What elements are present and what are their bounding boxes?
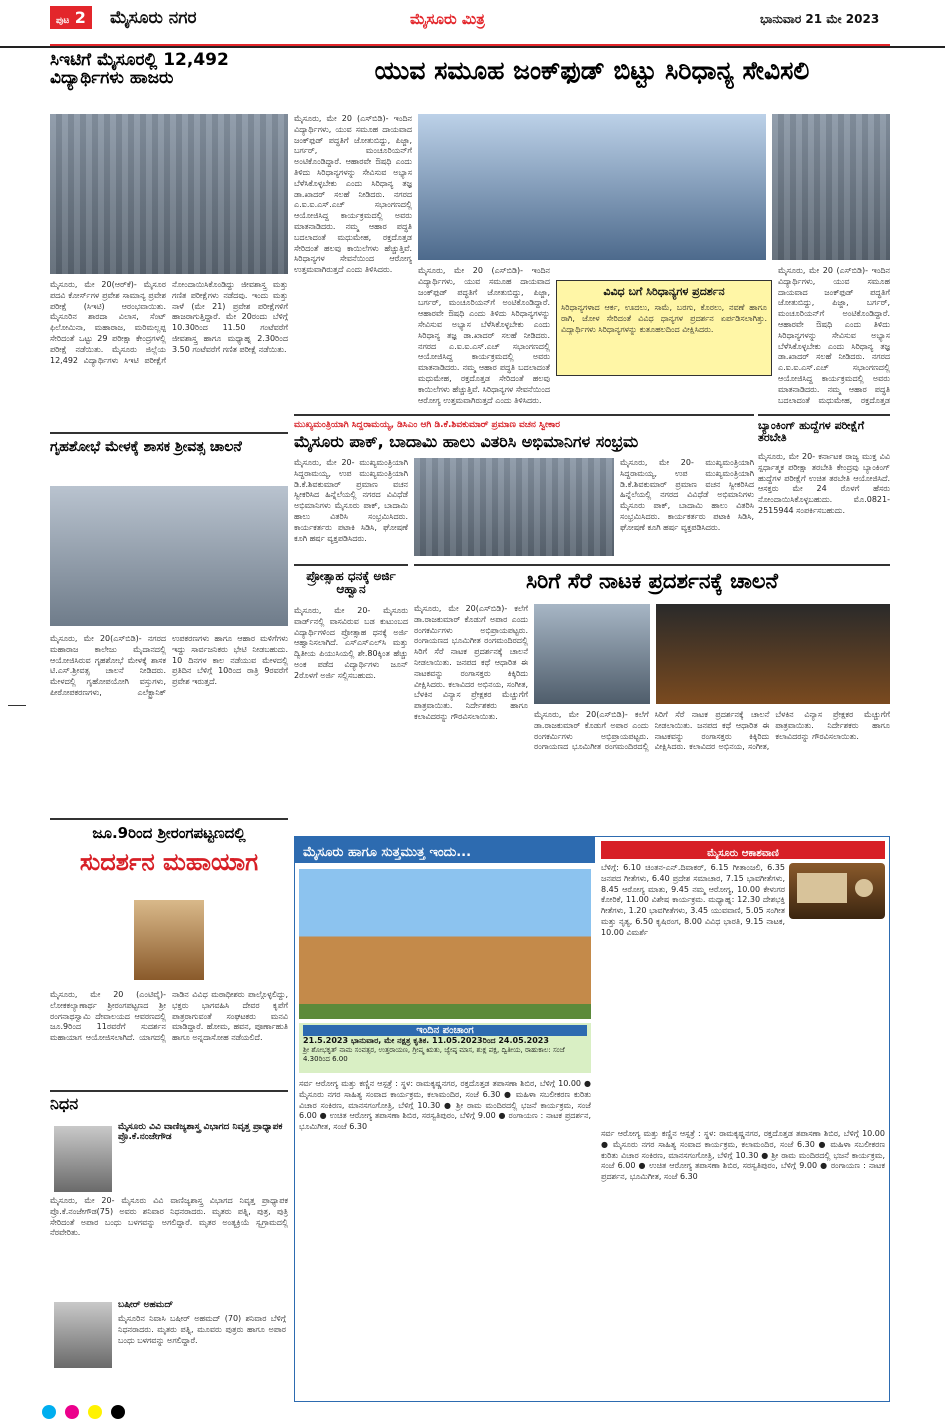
masthead-rule [50,44,890,46]
story-headline: ಸಿಇಟಿಗೆ ಮೈಸೂರಲ್ಲಿ 12,492 ವಿದ್ಯಾರ್ಥಿಗಳು ಹಾಜರು [50,50,229,88]
story-kicker: ಮುಖ್ಯಮಂತ್ರಿಯಾಗಿ ಸಿದ್ದರಾಮಯ್ಯ, ಡಿಸಿಎಂ ಆಗಿ ಡಿ.ಕೆ.ಶಿವಕುಮಾರ್ ಪ್ರಮಾಣ ವಚನ ಸ್ವೀಕಾರ [294,420,561,430]
story-body: ಮೈಸೂರು, ಮೇ 20(ಎಸ್‌ಬಿಡಿ)- ಕಲೆಗೆ ಡಾ.ರಾಜಕುಮಾರ್ ಕೊಡುಗೆ ಅಪಾರ ಎಂದು ರಂಗಕರ್ಮಿಗಳು ಅಭಿಪ್ರಾಯಪಟ್ಟರು. ರಂಗಾಯಣದ ಭೂಮಿಗೀತ ರಂಗಮಂದಿರದಲ್ಲಿ ಸಿರಿಗೆ ಸೆರೆ ನಾಟಕ ಪ್ರದರ್ಶನಕ್ಕೆ ಚಾಲನೆ ನೀಡಲಾಯಿತು. ಜನಪದ ಕಥೆ ಆಧಾರಿತ ಈ ನಾಟಕವನ್ನು ರಂಗಾಸಕ್ತರು ಕಿಕ್ಕಿರಿದು ವೀಕ್ಷಿಸಿದರು. ಕಲಾವಿದರ ಅಭಿನಯ, ಸಂಗೀತ, ಬೆಳಕಿನ ವಿನ್ಯಾಸ ಪ್ರೇಕ್ಷಕರ ಮೆಚ್ಚುಗೆಗೆ ಪಾತ್ರವಾಯಿತು. ನಿರ್ದೇಶಕರು ಹಾಗೂ ಕಲಾವಿದರನ್ನು ಗೌರವಿಸಲಾಯಿತು. [414,604,528,721]
radio-schedule: ಬೆಳಿಗ್ಗೆ: 6.10 ಚಿಂತನ-ಎನ್.ದಿವಾಕರ್, 6.15 ಗೀತಾಂಜಲಿ, 6.35 ಜನಪದ ಗೀತೆಗಳು, 6.40 ಪ್ರದೇಶ ಸಮಾಚಾರ, 7.15 ಭಾವಗೀತೆಗಳು, 8.45 ಆರೋಗ್ಯ ಮಾತು, 9.45 ನಮ್ಮ ಆರೋಗ್ಯ, 10.00 ಕೇಳುಗರ ಕೋರಿಕೆ, 11.00 ವಿಶೇಷ ಕಾರ್ಯಕ್ರಮ. ಮಧ್ಯಾಹ್ನ: 12.30 ದೇಶಭಕ್ತಿ ಗೀತೆಗಳು, 1.20 ಭಾವಗೀತೆಗಳು, 3.45 ಯುವವಾಣಿ, 5.05 ಸಂಗೀತ ಮತ್ತು ನೃತ್ಯ, 6.50 ಕೃಷಿರಂಗ, 8.00 ವಿವಿಧ ಭಾರತಿ, 9.15 ನಾಟಕ, 10.00 ವಿಮರ್ಶೆ [601,863,785,937]
obituary-name-2: ಬಷೀರ್ ಅಹಮದ್ [118,1300,174,1310]
lead-body: ಮೈಸೂರು, ಮೇ 20 (ಎಸ್‌ಬಿಡಿ)- ಇಂದಿನ ವಿದ್ಯಾರ್ಥಿಗಳು, ಯುವ ಸಮೂಹ ದಾಯವಾದ ಜಂಕ್‌ಫುಡ್ ಪದ್ಧತಿಗೆ ಜೋತುಬಿದ್ದು, ಪಿಜ್ಜಾ, ಬರ್ಗರ್, ಮಂಚೂರಿಯನ್‌ಗೆ ಅಂಟಿಕೊಂಡಿದ್ದಾರೆ. ಆಹಾರವೇ ಔಷಧಿ ಎಂದು ತಿಳಿದು ಸಿರಿಧಾನ್ಯಗಳನ್ನು ಸೇವಿಸುವ ಅಭ್ಯಾಸ ಬೆಳೆಸಿಕೊಳ್ಳಬೇಕು ಎಂದು ಸಿರಿಧಾನ್ಯ ತಜ್ಞ ಡಾ.ಖಾದರ್ ಸಲಹೆ ನೀಡಿದರು. ನಗರದ ಎ.ಐ.ಐ.ಎಸ್.ಎಚ್ ಸಭಾಂಗಣದಲ್ಲಿ ಆಯೋಜಿಸಿದ್ದ ಕಾರ್ಯಕ್ರಮದಲ್ಲಿ ಅವರು ಮಾತನಾಡಿದರು. ನಮ್ಮ ಆಹಾರ ಪದ್ಧತಿ ಬದಲಾದಂತೆ ಮಧುಮೇಹ, ರಕ್ತದೊತ್ತಡ ಸೇರಿದಂತೆ ಹಲವು ಕಾಯಿಲೆಗಳು ಹೆಚ್ಚುತ್ತಿವೆ. ಸಿರಿಧಾನ್ಯಗಳ ಸೇವನೆಯಿಂದ ಆರೋಗ್ಯ ಉತ್ತಮವಾಗಿರುತ್ತದೆ ಎಂದು ತಿಳಿಸಿದರು. [294,114,412,275]
obituary-heading: ನಿಧನ [50,1094,79,1113]
story-body-continued: ಮೈಸೂರು, ಮೇ 20(ಎಸ್‌ಬಿಡಿ)- ಕಲೆಗೆ ಡಾ.ರಾಜಕುಮಾರ್ ಕೊಡುಗೆ ಅಪಾರ ಎಂದು ರಂಗಕರ್ಮಿಗಳು ಅಭಿಪ್ರಾಯಪಟ್ಟರು. ರಂಗಾಯಣದ ಭೂಮಿಗೀತ ರಂಗಮಂದಿರದಲ್ಲಿ ಸಿರಿಗೆ ಸೆರೆ ನಾಟಕ ಪ್ರದರ್ಶನಕ್ಕೆ ಚಾಲನೆ ನೀಡಲಾಯಿತು. ಜನಪದ ಕಥೆ ಆಧಾರಿತ ಈ ನಾಟಕವನ್ನು ರಂಗಾಸಕ್ತರು ಕಿಕ್ಕಿರಿದು ವೀಕ್ಷಿಸಿದರು. ಕಲಾವಿದರ ಅಭಿನಯ, ಸಂಗೀತ, ಬೆಳಕಿನ ವಿನ್ಯಾಸ ಪ್ರೇಕ್ಷಕರ ಮೆಚ್ಚುಗೆಗೆ ಪಾತ್ರವಾಯಿತು. ನಿರ್ದೇಶಕರು ಹಾಗೂ ಕಲಾವಿದರನ್ನು ಗೌರವಿಸಲಾಯಿತು. [534,710,890,752]
radio-icon [789,863,885,919]
obituary-photo-2 [54,1302,112,1368]
page-label: ಪುಟ [56,16,70,26]
story-gruhashobhe [50,432,288,812]
color-dot [65,1405,79,1419]
story-body-continued: ಮೈಸೂರು, ಮೇ 20- ಮುಖ್ಯಮಂತ್ರಿಯಾಗಿ ಸಿದ್ದರಾಮಯ್ಯ, ಉಪ ಮುಖ್ಯಮಂತ್ರಿಯಾಗಿ ಡಿ.ಕೆ.ಶಿವಕುಮಾರ್ ಪ್ರಮಾಣ ವಚನ ಸ್ವೀಕರಿಸಿದ ಹಿನ್ನೆಲೆಯಲ್ಲಿ ನಗರದ ವಿವಿಧೆಡೆ ಅಭಿಮಾನಿಗಳು ಮೈಸೂರು ಪಾಕ್, ಬಾದಾಮಿ ಹಾಲು ವಿತರಿಸಿ ಸಂಭ್ರಮಿಸಿದರು. ಕಾರ್ಯಕರ್ತರು ಪಟಾಕಿ ಸಿಡಿಸಿ, ಘೋಷಣೆ ಕೂಗಿ ಹರ್ಷ ವ್ಯಕ್ತಪಡಿಸಿದರು. [620,458,754,532]
story-lead [294,50,890,410]
story-body: ಮೈಸೂರು, ಮೇ 20- ಮುಖ್ಯಮಂತ್ರಿಯಾಗಿ ಸಿದ್ದರಾಮಯ್ಯ, ಉಪ ಮುಖ್ಯಮಂತ್ರಿಯಾಗಿ ಡಿ.ಕೆ.ಶಿವಕುಮಾರ್ ಪ್ರಮಾಣ ವಚನ ಸ್ವೀಕರಿಸಿದ ಹಿನ್ನೆಲೆಯಲ್ಲಿ ನಗರದ ವಿವಿಧೆಡೆ ಅಭಿಮಾನಿಗಳು ಮೈಸೂರು ಪಾಕ್, ಬಾದಾಮಿ ಹಾಲು ವಿತರಿಸಿ ಸಂಭ್ರಮಿಸಿದರು. ಕಾರ್ಯಕರ್ತರು ಪಟಾಕಿ ಸಿಡಿಸಿ, ಘೋಷಣೆ ಕೂಗಿ ಹರ್ಷ ವ್ಯಕ್ತಪಡಿಸಿದರು. [294,458,408,543]
portrait-photo [134,900,204,980]
radio-knob [855,879,873,897]
news-photo [50,114,288,274]
registration-mark-left [8,705,26,706]
story-headline: ಸುದರ್ಶನ ಮಹಾಯಾಗ [79,848,259,876]
inauguration-photo [534,604,650,704]
issue-date: ಭಾನುವಾರ 21 ಮೇ 2023 [760,12,880,26]
obituary-name-1: ಮೈಸೂರು ವಿವಿ ವಾಣಿಜ್ಯಶಾಸ್ತ್ರ ವಿಭಾಗದ ನಿವೃತ್ತ ಪ್ರಾಧ್ಯಾಪಕ ಪ್ರೊ.ಕೆ.ನಂಜೇಗೌಡ [118,1122,283,1142]
story-banking [758,414,890,560]
story-body: ಮೈಸೂರು, ಮೇ 20- ಕರ್ನಾಟಕ ರಾಜ್ಯ ಮುಕ್ತ ವಿವಿ ಸ್ಪರ್ಧಾತ್ಮಕ ಪರೀಕ್ಷಾ ತರಬೇತಿ ಕೇಂದ್ರವು ಬ್ಯಾಂಕಿಂಗ್ ಹುದ್ದೆಗಳ ಪರೀಕ್ಷೆಗೆ ಉಚಿತ ತರಬೇತಿ ಆಯೋಜಿಸಿದೆ. ಆಸಕ್ತರು ಮೇ 24 ರೊಳಗೆ ಹೆಸರು ನೋಂದಾಯಿಸಿಕೊಳ್ಳಬಹುದು. ಮೊ.0821-2515944 ಸಂಪರ್ಕಿಸಬಹುದು. [758,452,890,515]
page-number-badge [50,6,92,29]
paper-name: ಮೈಸೂರು ಮಿತ್ರ [410,10,485,28]
stage-play-photo [656,604,890,704]
today-banner [295,837,595,863]
story-body: ಮೈಸೂರು, ಮೇ 20(ಎಸ್‌ಬಿಡಿ)- ನಗರದ ಮಹಾರಾಜ ಕಾಲೇಜು ಮೈದಾನದಲ್ಲಿ ಆಯೋಜಿಸಿರುವ ಗೃಹಶೋಭೆ ಮೇಳಕ್ಕೆ ಶಾಸಕ ಟಿ.ಎಸ್.ಶ್ರೀವತ್ಸ ಚಾಲನೆ ನೀಡಿದರು. ಮೇಳದಲ್ಲಿ ಗೃಹೋಪಯೋಗಿ ವಸ್ತುಗಳು, ಪೀಠೋಪಕರಣಗಳು, ಎಲೆಕ್ಟ್ರಾನಿಕ್ ಉಪಕರಣಗಳು ಹಾಗೂ ಆಹಾರ ಮಳಿಗೆಗಳು ಇದ್ದು ಸಾರ್ವಜನಿಕರು ಭೇಟಿ ನೀಡಬಹುದು. 10 ದಿನಗಳ ಕಾಲ ನಡೆಯುವ ಮೇಳದಲ್ಲಿ ಪ್ರತಿದಿನ ಬೆಳಿಗ್ಗೆ 10ರಿಂದ ರಾತ್ರಿ 9ರವರೆಗೆ ಪ್ರವೇಶ ಇರುತ್ತದೆ. [50,634,288,697]
story-headline: ಮೈಸೂರು ಪಾಕ್, ಬಾದಾಮಿ ಹಾಲು ವಿತರಿಸಿ ಅಭಿಮಾನಿಗಳ ಸಂಭ್ರಮ [294,432,639,451]
color-dot [111,1405,125,1419]
panchanga-line-1: 21.5.2023 ಭಾನುವಾರ, ಮೇ ನಕ್ಷತ್ರ ಕೃತಿಕ. 11.05.2023ರಿಂದ 24.05.2023 [303,1036,549,1045]
masthead [0,0,945,48]
obituary-section [50,1090,288,1400]
events-list-continued: ಸರ್ವ ಆರೋಗ್ಯ ಮತ್ತು ಕಣ್ಣಿನ ಆಸ್ಪತ್ರೆ : ಸ್ಥಳ: ರಾಮಕೃಷ್ಣನಗರ, ರಕ್ತದೊತ್ತಡ ತಪಾಸಣಾ ಶಿಬಿರ, ಬೆಳಿಗ್ಗೆ 10.00 ● ಮೈಸೂರು ನಗರ ಸಾಹಿತ್ಯ ಸಂವಾದ ಕಾರ್ಯಕ್ರಮ, ಕಲಾಮಂದಿರ, ಸಂಜೆ 6.30 ● ಮಹಿಳಾ ಸಬಲೀಕರಣ ಕುರಿತು ವಿಚಾರ ಸಂಕಿರಣ, ಮಾನಸಗಂಗೋತ್ರಿ, ಬೆಳಿಗ್ಗೆ 10.30 ● ಶ್ರೀ ರಾಮ ಮಂದಿರದಲ್ಲಿ ಭಜನೆ ಕಾರ್ಯಕ್ರಮ, ಸಂಜೆ 6.00 ● ಉಚಿತ ಆರೋಗ್ಯ ತಪಾಸಣಾ ಶಿಬಿರ, ಸರಸ್ವತಿಪುರಂ, ಬೆಳಿಗ್ಗೆ 9.00 ● ರಂಗಾಯಣ : ನಾಟಕ ಪ್ರದರ್ಶನ, ಭೂಮಿಗೀತ, ಸಂಜೆ 6.30 [601,1129,885,1182]
radio-dial [797,873,847,903]
infobox-body: ಸಿರಿಧಾನ್ಯಗಳಾದ ಆರ್ಕ, ಊದಲು, ಸಾಮೆ, ಬರಗು, ಕೊರಲು, ನವಣೆ ಹಾಗೂ ರಾಗಿ, ಜೋಳ ಸೇರಿದಂತೆ ವಿವಿಧ ಧಾನ್ಯಗಳ ಪ್ರದರ್ಶನ ಏರ್ಪಡಿಸಲಾಗಿತ್ತು. ವಿದ್ಯಾರ್ಥಿಗಳು ಸಿರಿಧಾನ್ಯಗಳನ್ನು ಕುತೂಹಲದಿಂದ ವೀಕ್ಷಿಸಿದರು. [561,303,767,334]
lead-body-continued: ಮೈಸೂರು, ಮೇ 20 (ಎಸ್‌ಬಿಡಿ)- ಇಂದಿನ ವಿದ್ಯಾರ್ಥಿಗಳು, ಯುವ ಸಮೂಹ ದಾಯವಾದ ಜಂಕ್‌ಫುಡ್ ಪದ್ಧತಿಗೆ ಜೋತುಬಿದ್ದು, ಪಿಜ್ಜಾ, ಬರ್ಗರ್, ಮಂಚೂರಿಯನ್‌ಗೆ ಅಂಟಿಕೊಂಡಿದ್ದಾರೆ. ಆಹಾರವೇ ಔಷಧಿ ಎಂದು ತಿಳಿದು ಸಿರಿಧಾನ್ಯಗಳನ್ನು ಸೇವಿಸುವ ಅಭ್ಯಾಸ ಬೆಳೆಸಿಕೊಳ್ಳಬೇಕು ಎಂದು ಸಿರಿಧಾನ್ಯ ತಜ್ಞ ಡಾ.ಖಾದರ್ ಸಲಹೆ ನೀಡಿದರು. ನಗರದ ಎ.ಐ.ಐ.ಎಸ್.ಎಚ್ ಸಭಾಂಗಣದಲ್ಲಿ ಆಯೋಜಿಸಿದ್ದ ಕಾರ್ಯಕ್ರಮದಲ್ಲಿ ಅವರು ಮಾತನಾಡಿದರು. ನಮ್ಮ ಆಹಾರ ಪದ್ಧತಿ ಬದಲಾದಂತೆ ಮಧುಮೇಹ, ರಕ್ತದೊತ್ತಡ ಸೇರಿದಂತೆ ಹಲವು ಕಾಯಿಲೆಗಳು ಹೆಚ್ಚುತ್ತಿವೆ. ಸಿರಿಧಾನ್ಯಗಳ ಸೇವನೆಯಿಂದ ಆರೋಗ್ಯ ಉತ್ತಮವಾಗಿರುತ್ತದೆ ಎಂದು ತಿಳಿಸಿದರು. [418,266,550,405]
lead-photo-audience [772,114,890,260]
today-section [294,836,890,1402]
story-cet [50,50,288,430]
obituary-body-2: ಮೈಸೂರಿನ ನಿವಾಸಿ ಬಷೀರ್ ಅಹಮದ್ (70) ಶನಿವಾರ ಬೆಳಿಗ್ಗೆ ನಿಧನರಾದರು. ಮೃತರು ಪತ್ನಿ, ಮೂವರು ಪುತ್ರರು ಹಾಗೂ ಅಪಾರ ಬಂಧು ಬಳಗವನ್ನು ಅಗಲಿದ್ದಾರೆ. [118,1314,286,1345]
story-body: ಮೈಸೂರು, ಮೇ 20(ಆರ್‌ಕೆ)- ಮೈಸೂರ ಪದವಿ ಕೋರ್ಸ್‌ಗಳ ಪ್ರವೇಶ ಸಾಮಾನ್ಯ ಪ್ರವೇಶ ಪರೀಕ್ಷೆ (ಸಿಇಟಿ) ಆರಂಭವಾಯಿತು. ಮೈಸೂರಿನ ಶಾರದಾ ವಿಲಾಸ, ಸೆಂಟ್ ಫಿಲೋಮಿನಾ, ಮಹಾರಾಜ, ಮರಿಮಲ್ಲಪ್ಪ ಸೇರಿದಂತೆ ಒಟ್ಟು 29 ಪರೀಕ್ಷಾ ಕೇಂದ್ರಗಳಲ್ಲಿ ಪರೀಕ್ಷೆ ನಡೆಯಿತು. ಮೈಸೂರು ಜಿಲ್ಲೆಯ 12,492 ವಿದ್ಯಾರ್ಥಿಗಳು ಸಿಇಟಿ ಪರೀಕ್ಷೆಗೆ ನೋಂದಾಯಿಸಿಕೊಂಡಿದ್ದು ಜೀವಶಾಸ್ತ್ರ ಮತ್ತು ಗಣಿತ ಪರೀಕ್ಷೆಗಳು ನಡೆದವು. ಇಂದು ಮತ್ತು ನಾಳೆ (ಮೇ 21) ಪ್ರವೇಶ ಪರೀಕ್ಷೆಗಳಿಗೆ ಹಾಜರಾಗುತ್ತಿದ್ದಾರೆ. ಮೇ 20ರಂದು ಬೆಳಿಗ್ಗೆ 10.30ರಿಂದ 11.50 ಗಂಟೆವರೆಗೆ ಜೀವಶಾಸ್ತ್ರ ಹಾಗೂ ಮಧ್ಯಾಹ್ನ 2.30ರಿಂದ 3.50 ಗಂಟೆವರೆಗೆ ಗಣಿತ ಪರೀಕ್ಷೆ ನಡೆಯಿತು. [50,280,288,365]
story-kicker: ಜೂ.9ರಿಂದ ಶ್ರೀರಂಗಪಟ್ಟಣದಲ್ಲಿ [92,824,246,842]
story-sudarshana [50,818,288,1083]
news-photo [50,486,288,626]
palace-photo [299,869,591,1019]
obituary-body-1: ಮೈಸೂರು, ಮೇ 20- ಮೈಸೂರು ವಿವಿ ವಾಣಿಜ್ಯಶಾಸ್ತ್ರ ವಿಭಾಗದ ನಿವೃತ್ತ ಪ್ರಾಧ್ಯಾಪಕ ಪ್ರೊ.ಕೆ.ನಂಜೇಗೌಡ(75) ಅವರು ಶನಿವಾರ ನಿಧನರಾದರು. ಮೃತರು ಪತ್ನಿ, ಪುತ್ರ, ಪುತ್ರಿ ಸೇರಿದಂತೆ ಅಪಾರ ಬಂಧು ಬಳಗವನ್ನು ಅಗಲಿದ್ದಾರೆ. ಮೃತರ ಅಂತ್ಯಕ್ರಿಯೆ ಸ್ವಗ್ರಾಮದಲ್ಲಿ ನೆರವೇರಿತು. [50,1196,288,1238]
today-banner-text: ಮೈಸೂರು ಹಾಗೂ ಸುತ್ತಮುತ್ತ ಇಂದು... [303,845,472,860]
story-siddaramaiah [294,414,754,560]
story-body: ಮೈಸೂರು, ಮೇ 20- ಮೈಸೂರು ವಾರ್ಡ್‌ನಲ್ಲಿ ವಾಸವಿರುವ ಬಡ ಕುಟುಂಬದ ವಿದ್ಯಾರ್ಥಿಗಳಿಂದ ಪ್ರೋತ್ಸಾಹ ಧನಕ್ಕೆ ಅರ್ಜಿ ಆಹ್ವಾನಿಸಲಾಗಿದೆ. ಎಸ್‌ಎಸ್‌ಎಲ್‌ಸಿ ಮತ್ತು ದ್ವಿತೀಯ ಪಿಯುಸಿಯಲ್ಲಿ ಶೇ.80ಕ್ಕಿಂತ ಹೆಚ್ಚು ಅಂಕ ಪಡೆದ ವಿದ್ಯಾರ್ಥಿಗಳು ಜೂನ್ 2ರೊಳಗೆ ಅರ್ಜಿ ಸಲ್ಲಿಸಬಹುದು. [294,606,408,680]
celebration-photo [414,458,614,556]
page-number: 2 [74,8,86,27]
story-scholarship [294,564,408,828]
story-body: ಮೈಸೂರು, ಮೇ 20 (ಎಂಟಿವೈ)- ಲೋಕಕಲ್ಯಾಣಾರ್ಥ ಶ್ರೀರಂಗಪಟ್ಟಣದ ಶ್ರೀ ರಂಗನಾಥಸ್ವಾಮಿ ದೇವಾಲಯದ ಆವರಣದಲ್ಲಿ ಜೂ.9ರಿಂದ 11ರವರೆಗೆ ಸುದರ್ಶನ ಮಹಾಯಾಗ ಆಯೋಜಿಸಲಾಗಿದೆ. ಯಾಗದಲ್ಲಿ ನಾಡಿನ ವಿವಿಧ ಮಠಾಧೀಶರು ಪಾಲ್ಗೊಳ್ಳಲಿದ್ದು, ಭಕ್ತರು ಭಾಗವಹಿಸಿ ದೇವರ ಕೃಪೆಗೆ ಪಾತ್ರರಾಗುವಂತೆ ಸಂಘಟಕರು ಮನವಿ ಮಾಡಿದ್ದಾರೆ. ಹೋಮ, ಹವನ, ಪೂರ್ಣಾಹುತಿ ಹಾಗೂ ಅನ್ನದಾಸೋಹ ನಡೆಯಲಿದೆ. [50,990,288,1043]
panchanga-title: ಇಂದಿನ ಪಂಚಾಂಗ [303,1025,587,1036]
panchanga-box [299,1023,591,1073]
color-dot [42,1405,56,1419]
color-bar-bottom [40,1404,900,1420]
story-headline: ಗೃಹಶೋಭೆ ಮೇಳಕ್ಕೆ ಶಾಸಕ ಶ್ರೀವತ್ಸ ಚಾಲನೆ [50,439,242,455]
lead-headline: ಯುವ ಸಮೂಹ ಜಂಕ್‌ಫುಡ್ ಬಿಟ್ಟು ಸಿರಿಧಾನ್ಯ ಸೇವಿಸಲಿ [374,56,810,85]
radio-title: ಮೈಸೂರು ಆಕಾಶವಾಣಿ [707,848,779,859]
section-title: ಮೈಸೂರು ನಗರ [110,8,197,28]
story-siri-play [414,564,890,828]
millet-infobox [556,280,772,376]
color-dot [88,1405,102,1419]
lead-body-continued-2: ಮೈಸೂರು, ಮೇ 20 (ಎಸ್‌ಬಿಡಿ)- ಇಂದಿನ ವಿದ್ಯಾರ್ಥಿಗಳು, ಯುವ ಸಮೂಹ ದಾಯವಾದ ಜಂಕ್‌ಫುಡ್ ಪದ್ಧತಿಗೆ ಜೋತುಬಿದ್ದು, ಪಿಜ್ಜಾ, ಬರ್ಗರ್, ಮಂಚೂರಿಯನ್‌ಗೆ ಅಂಟಿಕೊಂಡಿದ್ದಾರೆ. ಆಹಾರವೇ ಔಷಧಿ ಎಂದು ತಿಳಿದು ಸಿರಿಧಾನ್ಯಗಳನ್ನು ಸೇವಿಸುವ ಅಭ್ಯಾಸ ಬೆಳೆಸಿಕೊಳ್ಳಬೇಕು ಎಂದು ಸಿರಿಧಾನ್ಯ ತಜ್ಞ ಡಾ.ಖಾದರ್ ಸಲಹೆ ನೀಡಿದರು. ನಗರದ ಎ.ಐ.ಐ.ಎಸ್.ಎಚ್ ಸಭಾಂಗಣದಲ್ಲಿ ಆಯೋಜಿಸಿದ್ದ ಕಾರ್ಯಕ್ರಮದಲ್ಲಿ ಅವರು ಮಾತನಾಡಿದರು. ನಮ್ಮ ಆಹಾರ ಪದ್ಧತಿ ಬದಲಾದಂತೆ ಮಧುಮೇಹ, ರಕ್ತದೊತ್ತಡ [778,266,890,405]
panchanga-line-2: ಶ್ರೀ ಶೋಭಕೃತ್ ನಾಮ ಸಂವತ್ಸರ, ಉತ್ತರಾಯಣ, ಗ್ರೀಷ್ಮ ಋತು, ಜ್ಯೇಷ್ಠ ಮಾಸ, ಶುಕ್ಲ ಪಕ್ಷ, ದ್ವಿತೀಯ, ರಾಹುಕಾಲ: ಸಂಜೆ 4.30ರಿಂದ 6.00 [303,1046,565,1063]
events-list: ಸರ್ವ ಆರೋಗ್ಯ ಮತ್ತು ಕಣ್ಣಿನ ಆಸ್ಪತ್ರೆ : ಸ್ಥಳ: ರಾಮಕೃಷ್ಣನಗರ, ರಕ್ತದೊತ್ತಡ ತಪಾಸಣಾ ಶಿಬಿರ, ಬೆಳಿಗ್ಗೆ 10.00 ● ಮೈಸೂರು ನಗರ ಸಾಹಿತ್ಯ ಸಂವಾದ ಕಾರ್ಯಕ್ರಮ, ಕಲಾಮಂದಿರ, ಸಂಜೆ 6.30 ● ಮಹಿಳಾ ಸಬಲೀಕರಣ ಕುರಿತು ವಿಚಾರ ಸಂಕಿರಣ, ಮಾನಸಗಂಗೋತ್ರಿ, ಬೆಳಿಗ್ಗೆ 10.30 ● ಶ್ರೀ ರಾಮ ಮಂದಿರದಲ್ಲಿ ಭಜನೆ ಕಾರ್ಯಕ್ರಮ, ಸಂಜೆ 6.00 ● ಉಚಿತ ಆರೋಗ್ಯ ತಪಾಸಣಾ ಶಿಬಿರ, ಸರಸ್ವತಿಪುರಂ, ಬೆಳಿಗ್ಗೆ 9.00 ● ರಂಗಾಯಣ : ನಾಟಕ ಪ್ರದರ್ಶನ, ಭೂಮಿಗೀತ, ಸಂಜೆ 6.30 [299,1079,591,1132]
obituary-photo-1 [54,1126,112,1192]
infobox-title: ವಿವಿಧ ಬಗೆ ಸಿರಿಧಾನ್ಯಗಳ ಪ್ರದರ್ಶನ [603,285,725,298]
radio-header [601,841,885,859]
lead-photo-stage [418,114,766,260]
story-headline: ಪ್ರೋತ್ಸಾಹ ಧನಕ್ಕೆ ಅರ್ಜಿ ಆಹ್ವಾನ [306,569,396,596]
story-headline: ಬ್ಯಾಂಕಿಂಗ್ ಹುದ್ದೆಗಳ ಪರೀಕ್ಷೆಗೆ ತರಬೇತಿ [758,419,865,444]
story-headline: ಸಿರಿಗೆ ಸೆರೆ ನಾಟಕ ಪ್ರದರ್ಶನಕ್ಕೆ ಚಾಲನೆ [525,569,779,593]
